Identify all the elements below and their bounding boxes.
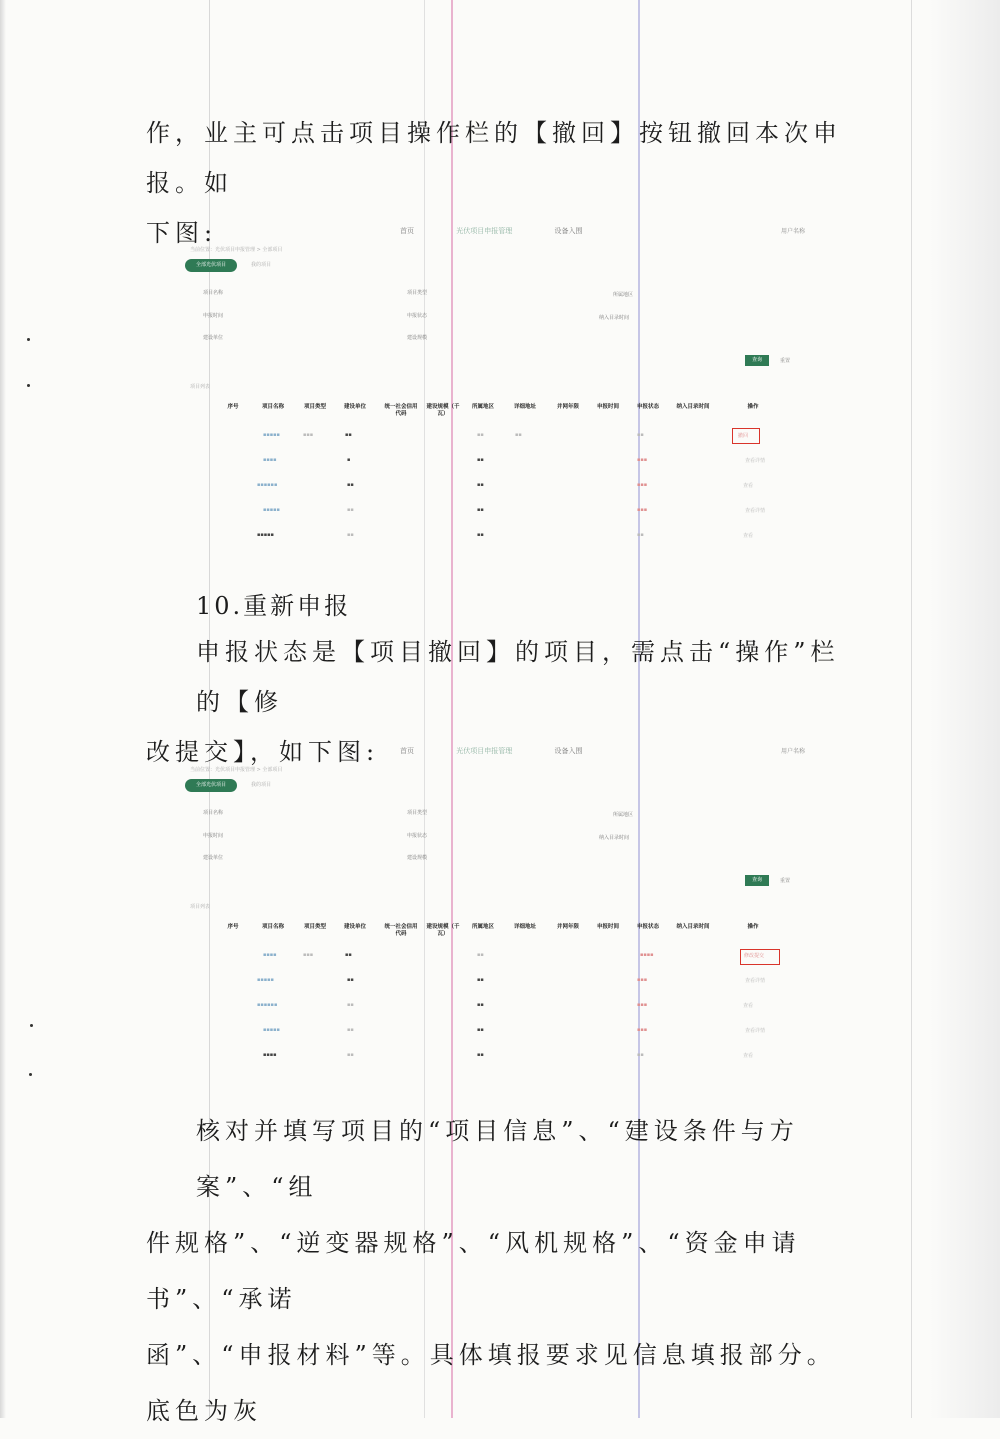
table-cell: ▪▪▪: [637, 1002, 648, 1008]
table-cell: ▪▪: [477, 482, 484, 488]
scan-edge-right: [930, 0, 1000, 1418]
filter-label: 建设单位: [203, 335, 224, 341]
filter-label: 所属地区: [613, 292, 634, 298]
filter-label: 项目名称: [203, 810, 224, 816]
user-info[interactable]: 用户名称: [780, 748, 805, 755]
table-cell: ▪▪▪: [637, 977, 648, 983]
view-link[interactable]: 查看详情: [745, 1028, 766, 1034]
view-link[interactable]: 查看: [743, 483, 754, 489]
column-header: 统一社会信用代码: [384, 404, 418, 417]
table-cell: ▪▪: [347, 507, 354, 513]
top-nav: [400, 746, 622, 756]
table-cell: ▪▪: [637, 532, 644, 538]
table-cell: ▪▪: [477, 977, 484, 983]
column-header: 纳入目录时间: [676, 404, 710, 410]
filter-label: 申报时间: [203, 313, 224, 319]
top-nav: [400, 226, 622, 236]
table-cell: ▪▪▪▪▪▪: [257, 1002, 278, 1008]
filter-label: 建设规模: [407, 335, 428, 341]
table-cell: ▪▪: [347, 482, 354, 488]
table-cell: ▪▪: [347, 1002, 354, 1008]
view-link[interactable]: 查看: [743, 1053, 754, 1059]
table-cell: ▪▪: [345, 952, 352, 958]
scan-speck: [30, 1024, 33, 1027]
table-cell: ▪▪: [477, 432, 484, 438]
tab-my-projects[interactable]: 我的项目: [251, 262, 272, 268]
filter-label: 申报时间: [203, 833, 224, 839]
column-header: 项目名称: [261, 404, 284, 410]
tab-all-projects[interactable]: 全部光伏项目: [185, 259, 237, 272]
table-cell: ▪▪▪▪: [263, 457, 277, 463]
table-cell: ▪▪▪▪: [640, 952, 654, 958]
view-link[interactable]: 查看详情: [745, 458, 766, 464]
filter-label: 申报状态: [407, 313, 428, 319]
column-header: 序号: [227, 924, 239, 930]
embedded-screenshot-resubmit: [185, 746, 815, 1066]
column-header: 统一社会信用代码: [384, 924, 418, 937]
breadcrumb: 当前位置：光伏项目申报管理 > 全部项目: [190, 247, 283, 253]
column-header: 操作: [747, 924, 759, 930]
search-button[interactable]: 查询: [745, 355, 769, 366]
column-header: 项目类型: [303, 924, 326, 930]
table-cell: ▪▪: [477, 457, 484, 463]
table-cell: ▪▪: [345, 432, 352, 438]
filter-label: 纳入目录时间: [599, 835, 630, 841]
filter-label: 项目名称: [203, 290, 224, 296]
paragraph-review: [146, 1103, 846, 1439]
table-cell: ▪▪: [477, 952, 484, 958]
view-link[interactable]: 查看: [743, 533, 754, 539]
filter-label: 纳入目录时间: [599, 315, 630, 321]
column-header: 建设规模（千瓦）: [426, 924, 460, 937]
nav-item-home[interactable]: 首页: [400, 227, 414, 235]
table-cell: ▪▪: [515, 432, 522, 438]
paragraph-line: 下图:: [146, 219, 218, 247]
table-cell: ▪▪: [347, 1052, 354, 1058]
table-cell: ▪▪: [347, 532, 354, 538]
filter-label: 项目类型: [407, 290, 428, 296]
table-cell: ▪▪▪▪▪: [257, 977, 274, 983]
column-header: 详细地址: [513, 924, 536, 930]
nav-item-equipment[interactable]: 设备入围: [554, 747, 583, 755]
modify-submit-link[interactable]: 修改提交: [744, 953, 765, 959]
table-cell: ▪▪: [477, 532, 484, 538]
filter-label: 项目类型: [407, 810, 428, 816]
column-header: 申报时间: [596, 924, 619, 930]
column-header: 并网年限: [556, 404, 579, 410]
table-cell: ▪▪: [477, 1027, 484, 1033]
column-header: 操作: [747, 404, 759, 410]
table-cell: ▪▪: [347, 1027, 354, 1033]
table-cell: ▪▪▪▪: [263, 1052, 277, 1058]
column-header: 所属地区: [471, 404, 494, 410]
nav-item-pv-declare[interactable]: 光伏项目申报管理: [456, 747, 513, 755]
table-cell: ▪▪▪: [637, 1027, 648, 1033]
column-header: 详细地址: [513, 404, 536, 410]
breadcrumb: 当前位置：光伏项目申报管理 > 全部项目: [190, 767, 283, 773]
scan-edge-left: [0, 0, 6, 1418]
list-label: 项目列表: [190, 904, 211, 910]
reset-button[interactable]: 重置: [780, 878, 791, 884]
column-header: 建设单位: [343, 404, 366, 410]
table-cell: ▪▪▪▪: [263, 952, 277, 958]
list-label: 项目列表: [190, 384, 211, 390]
nav-item-pv-declare[interactable]: 光伏项目申报管理: [456, 227, 513, 235]
scan-speck: [27, 384, 30, 387]
view-link[interactable]: 查看详情: [745, 508, 766, 514]
withdraw-link[interactable]: 撤回: [738, 433, 749, 439]
view-link[interactable]: 查看: [743, 1003, 754, 1009]
table-cell: ▪▪▪▪▪▪: [257, 482, 278, 488]
paragraph-line: 作，业主可点击项目操作栏的【撤回】按钮撤回本次申报。如: [146, 119, 842, 197]
table-cell: ▪▪▪▪▪: [263, 432, 280, 438]
filter-label: 建设规模: [407, 855, 428, 861]
view-link[interactable]: 查看详情: [745, 978, 766, 984]
column-header: 纳入目录时间: [676, 924, 710, 930]
column-header: 项目名称: [261, 924, 284, 930]
column-header: 申报时间: [596, 404, 619, 410]
table-cell: ▪▪▪: [303, 952, 314, 958]
paragraph-line: 函”、“申报材料”等。具体填报要求见信息填报部分。底色为灰: [146, 1341, 836, 1425]
paragraph-line: 申报状态是【项目撤回】的项目，需点击“操作”栏的【修: [196, 638, 840, 716]
filter-label: 所属地区: [613, 812, 634, 818]
column-header: 并网年限: [556, 924, 579, 930]
paragraph-line: 改提交】，如下图:: [146, 738, 380, 766]
column-header: 所属地区: [471, 924, 494, 930]
table-cell: ▪▪: [477, 507, 484, 513]
table-cell: ▪▪▪▪▪: [257, 532, 274, 538]
search-button[interactable]: 查询: [745, 875, 769, 886]
table-cell: ▪▪▪▪▪: [263, 1027, 280, 1033]
reset-button[interactable]: 重置: [780, 358, 791, 364]
paragraph-line: 核对并填写项目的“项目信息”、“建设条件与方案”、“组: [196, 1117, 799, 1201]
nav-item-equipment[interactable]: 设备入围: [554, 227, 583, 235]
column-header: 申报状态: [636, 404, 659, 410]
filter-label: 建设单位: [203, 855, 224, 861]
user-info[interactable]: 用户名称: [780, 228, 805, 235]
table-cell: ▪▪▪: [637, 507, 648, 513]
embedded-screenshot-withdraw: [185, 226, 815, 548]
table-cell: ▪: [347, 457, 351, 463]
column-header: 序号: [227, 404, 239, 410]
nav-item-home[interactable]: 首页: [400, 747, 414, 755]
filter-label: 申报状态: [407, 833, 428, 839]
table-cell: ▪▪: [477, 1052, 484, 1058]
scan-speck: [29, 1073, 32, 1076]
table-cell: ▪▪: [477, 1002, 484, 1008]
table-cell: ▪▪: [637, 1052, 644, 1058]
table-cell: ▪▪: [347, 977, 354, 983]
tab-my-projects[interactable]: 我的项目: [251, 782, 272, 788]
scan-speck: [27, 338, 30, 341]
paragraph-line: 件规格”、“逆变器规格”、“风机规格”、“资金申请书”、“承诺: [146, 1229, 801, 1313]
table-cell: ▪▪▪: [637, 482, 648, 488]
table-cell: ▪▪▪▪▪: [263, 507, 280, 513]
column-header: 申报状态: [636, 924, 659, 930]
column-header: 项目类型: [303, 404, 326, 410]
scan-streak-gray: [911, 0, 912, 1418]
column-header: 建设单位: [343, 924, 366, 930]
table-cell: ▪▪: [637, 432, 644, 438]
table-cell: ▪▪▪: [637, 457, 648, 463]
column-header: 建设规模（千瓦）: [426, 404, 460, 417]
table-cell: ▪▪▪: [303, 432, 314, 438]
section-heading-resubmit: 10.重新申报: [196, 592, 352, 620]
tab-all-projects[interactable]: 全部光伏项目: [185, 779, 237, 792]
